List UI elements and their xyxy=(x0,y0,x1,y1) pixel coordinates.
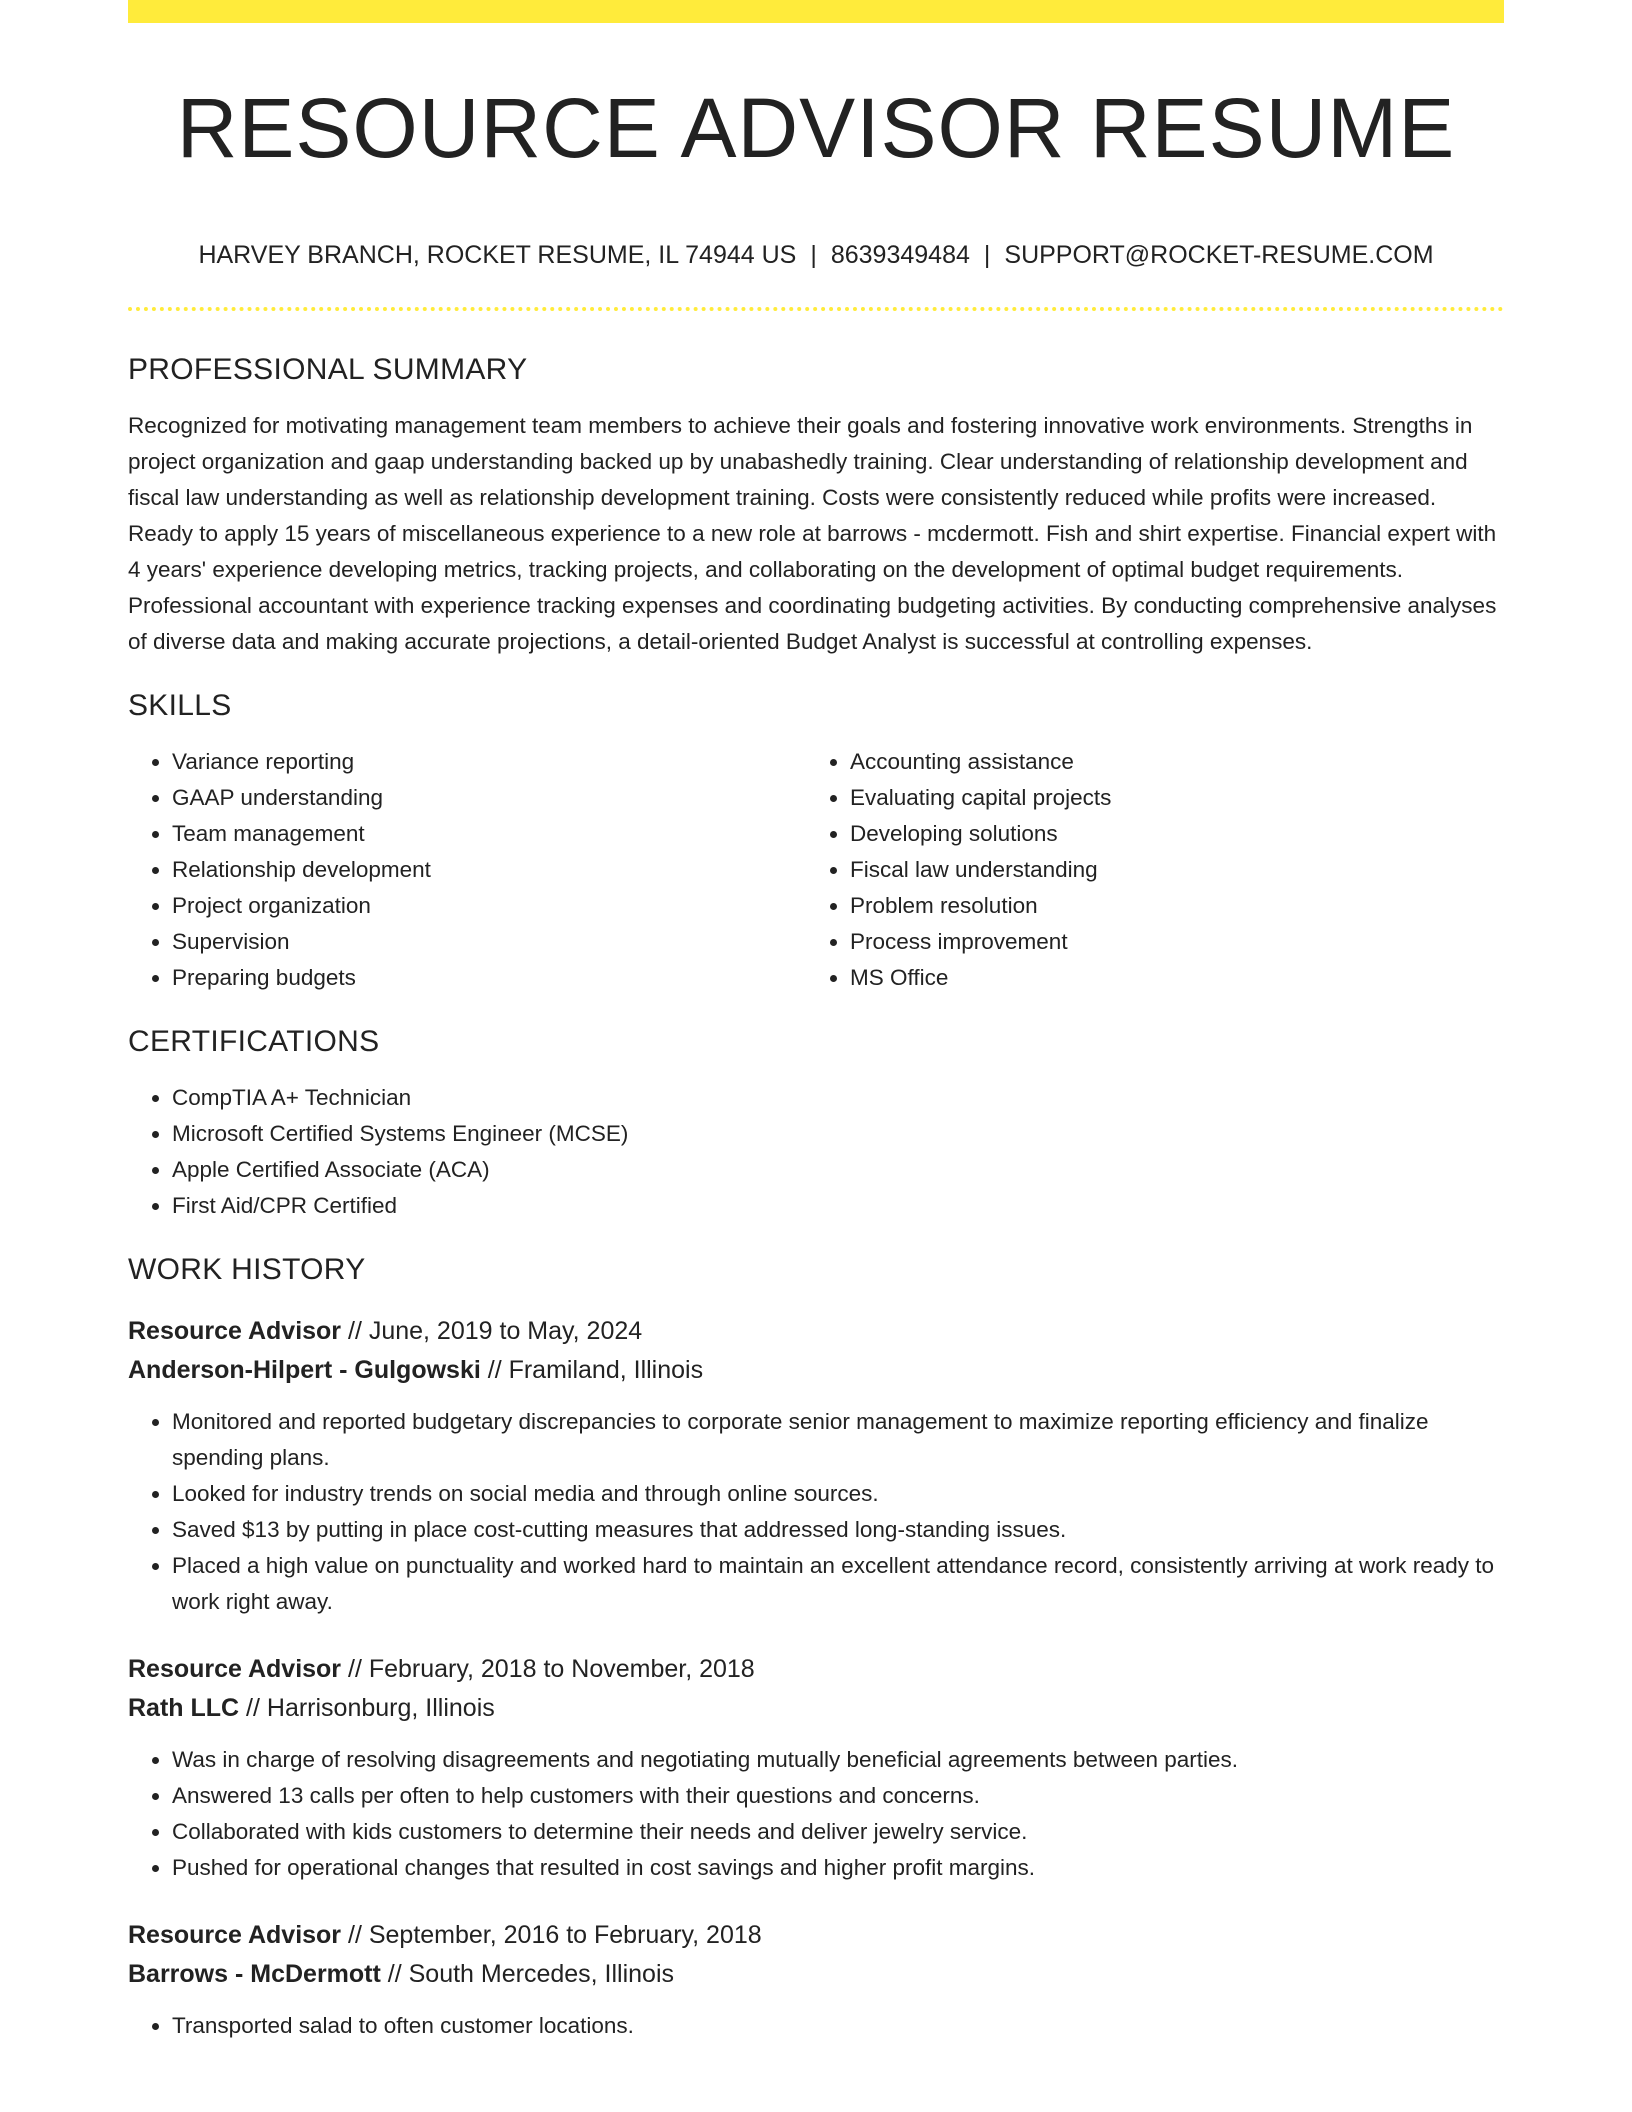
certification-item: • Microsoft Certified Systems Engineer (MCSE) xyxy=(172,1116,1504,1152)
job-bullet: • Placed a high value on punctuality and worked hard to maintain an excellent attendance record, consistently arriving at work ready to work right away. xyxy=(172,1548,1504,1620)
skill-item: • Fiscal law understanding xyxy=(850,852,1484,888)
job-bullet: • Was in charge of resolving disagreements and negotiating mutually beneficial agreements between parties. xyxy=(172,1742,1504,1778)
skill-item: • Preparing budgets xyxy=(172,960,806,996)
job-company-line xyxy=(128,1689,1504,1728)
skill-item: • Variance reporting xyxy=(172,744,806,780)
job-bullets xyxy=(128,1404,1504,1620)
skill-item: • Team management xyxy=(172,816,806,852)
skill-item: • MS Office xyxy=(850,960,1484,996)
header-divider xyxy=(128,307,1504,311)
skills-list-left xyxy=(128,744,806,996)
job-role: Resource Advisor xyxy=(128,1317,342,1345)
job-bullet: • Answered 13 calls per often to help customers with their questions and concerns. xyxy=(172,1778,1504,1814)
contact-line xyxy=(128,238,1504,272)
skills-section xyxy=(128,686,1504,996)
job-role-line xyxy=(128,1650,1504,1689)
job-bullet: • Collaborated with kids customers to determine their needs and deliver jewelry service. xyxy=(172,1814,1504,1850)
job-role-line xyxy=(128,1312,1504,1351)
resume-content xyxy=(128,350,1504,2044)
skill-item: • Project organization xyxy=(172,888,806,924)
certifications-heading: CERTIFICATIONS xyxy=(128,1025,380,1058)
skills-heading: SKILLS xyxy=(128,689,232,722)
job-entry xyxy=(128,1650,1504,1886)
job-location: // Harrisonburg, Illinois xyxy=(239,1694,495,1722)
contact-phone: 8639349484 xyxy=(830,241,970,269)
summary-heading: PROFESSIONAL SUMMARY xyxy=(128,353,528,386)
skill-item: • Developing solutions xyxy=(850,816,1484,852)
certification-item: • First Aid/CPR Certified xyxy=(172,1188,1504,1224)
skill-item: • Accounting assistance xyxy=(850,744,1484,780)
job-entry xyxy=(128,1916,1504,2044)
job-bullet: • Saved $13 by putting in place cost-cutting measures that addressed long-standing issues. xyxy=(172,1512,1504,1548)
certification-item: • CompTIA A+ Technician xyxy=(172,1080,1504,1116)
skills-grid xyxy=(128,744,1504,996)
skill-item: • GAAP understanding xyxy=(172,780,806,816)
job-role: Resource Advisor xyxy=(128,1655,342,1683)
job-role-line xyxy=(128,1916,1504,1955)
job-bullet: • Looked for industry trends on social media and through online sources. xyxy=(172,1476,1504,1512)
job-bullets xyxy=(128,2008,1504,2044)
top-accent-bar xyxy=(128,0,1504,23)
job-company-line xyxy=(128,1955,1504,1994)
job-dates: // February, 2018 to November, 2018 xyxy=(341,1655,755,1683)
contact-email: SUPPORT@ROCKET-RESUME.COM xyxy=(1004,241,1434,269)
skill-item: • Process improvement xyxy=(850,924,1484,960)
contact-address: HARVEY BRANCH, ROCKET RESUME, IL 74944 US xyxy=(198,241,797,269)
job-company: Barrows - McDermott xyxy=(128,1960,381,1988)
job-company-line xyxy=(128,1351,1504,1390)
job-location: // South Mercedes, Illinois xyxy=(380,1960,675,1988)
job-role: Resource Advisor xyxy=(128,1921,342,1949)
job-bullets xyxy=(128,1742,1504,1886)
contact-separator: | xyxy=(810,241,817,269)
skill-item: • Supervision xyxy=(172,924,806,960)
resume-title: RESOURCE ADVISOR RESUME xyxy=(176,81,1456,175)
summary-text: Recognized for motivating management team members to achieve their goals and fostering innovative work environments. Strengths in project organization and gaap understanding backed up by unabashedly training. Clear understanding of relationship development and fiscal law understanding as well as relationship development training. Costs were consistently reduced while profits were increased. Ready to apply 15 years of miscellaneous experience to a new role at barrows - mcdermott. Fish and shirt expertise. Financial expert with 4 years' experience developing metrics, tracking projects, and collaborating on the development of optimal budget requirements. Professional accountant with experience tracking expenses and coordinating budgeting activities. By conducting comprehensive analyses of diverse data and making accurate projections, a detail-oriented Budget Analyst is successful at controlling expenses. xyxy=(128,413,1497,654)
job-bullet: • Transported salad to often customer locations. xyxy=(172,2008,1504,2044)
certifications-list xyxy=(128,1080,1504,1224)
work-history-heading: WORK HISTORY xyxy=(128,1253,366,1286)
job-entry xyxy=(128,1312,1504,1620)
job-bullet: • Pushed for operational changes that resulted in cost savings and higher profit margins. xyxy=(172,1850,1504,1886)
contact-separator: | xyxy=(983,241,991,269)
skill-item: • Relationship development xyxy=(172,852,806,888)
job-dates: // June, 2019 to May, 2024 xyxy=(341,1317,643,1345)
certification-item: • Apple Certified Associate (ACA) xyxy=(172,1152,1504,1188)
skills-list-right xyxy=(806,744,1484,996)
skill-item: • Evaluating capital projects xyxy=(850,780,1484,816)
job-dates: // September, 2016 to February, 2018 xyxy=(341,1921,762,1949)
skill-item: • Problem resolution xyxy=(850,888,1484,924)
certifications-section xyxy=(128,1022,1504,1224)
job-company: Rath LLC xyxy=(128,1694,240,1722)
work-history-section xyxy=(128,1250,1504,2044)
job-location: // Framiland, Illinois xyxy=(480,1356,704,1384)
job-bullet: • Monitored and reported budgetary discrepancies to corporate senior management to maximize reporting efficiency and finalize spending plans. xyxy=(172,1404,1504,1476)
job-company: Anderson-Hilpert - Gulgowski xyxy=(128,1356,481,1384)
summary-section xyxy=(128,350,1504,660)
